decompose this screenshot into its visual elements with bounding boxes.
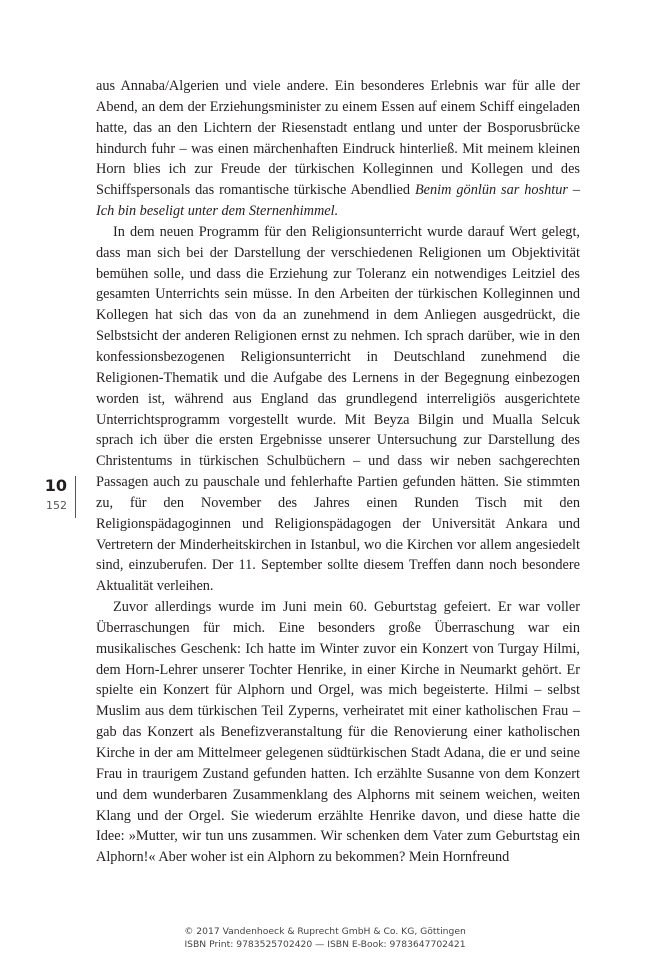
- paragraph-1-text: aus Annaba/Algerien und viele andere. Ein besonderes Erlebnis war für alle der Abend, an dem der Erziehungsminister zu einem Essen auf einem Schiff eingeladen hatte, das an den Lichtern der Riesenstadt entlang und unter der Bosporusbrücke hindurch fuhr – was einen märchenhaften Eindruck hinterließ. Mit meinem kleinen Horn blies ich zur Freude der türkischen Kolleginnen und Kollegen und des Schiffspersonals das romantische türkische Abendlied: [96, 78, 580, 199]
- footer-copyright: © 2017 Vandenhoeck & Ruprecht GmbH & Co. KG, Göttingen: [184, 926, 466, 937]
- chapter-number: 10: [44, 476, 67, 495]
- margin-marker: [30, 476, 76, 513]
- song-title: Benim gönlün sar hoshtur – Ich bin beseligt unter dem Sternenhimmel.: [96, 182, 580, 220]
- margin-divider: [75, 476, 76, 518]
- footer-isbn: ISBN Print: 9783525702420 — ISBN E-Book: 9783647702421: [184, 939, 466, 950]
- body-text: [96, 76, 580, 868]
- paragraph-2: In dem neuen Programm für den Religionsunterricht wurde darauf Wert gelegt, dass man sich bei der Darstellung der verschiedenen Religionen um Objektivität bemühen solle, und dass die Erziehung zur Toleranz ein notwendiges Leitziel des gesamten Unterrichts sein müsse. In den Arbeiten der türkischen Kolleginnen und Kollegen hat sich das von da an zunehmend in dem Anliegen ausgedrückt, die Selbstsicht der anderen Religionen ernst zu nehmen. Ich sprach darüber, wie in den konfessionsbezogenen Religionsunterricht in Deutschland zunehmend die Religionen-Thematik und die Aufgabe des Lernens in der Begegnung einbezogen worden ist, während aus England das grundlegend interreligiös ausgerichtete Unterrichtsprogramm vorgestellt wurde. Mit Beyza Bilgin und Mualla Selcuk sprach ich über die ersten Ergebnisse unserer Untersuchung zur Darstellung des Christentums in türkischen Schulbüchern – und dass wir neben sachgerechten Passagen auch zu pauschale und fehlerhafte Partien gefunden hätten. Sie stimmten zu, für den November des Jahres einen Runden Tisch mit den Religionspädagoginnen und Religionspädagogen der Universität Ankara und Vertretern der Minderheitskirchen in Istanbul, wo die Kirchen vor allem angesiedelt sind, einzuberufen. Der 11. September sollte diesem Treffen dann noch besondere Aktualität verleihen.: [96, 223, 580, 595]
- page-number: 152: [46, 499, 67, 512]
- page-footer: [0, 925, 650, 951]
- paragraph-3: Zuvor allerdings wurde im Juni mein 60. Geburtstag gefeiert. Er war voller Überraschungen für mich. Eine besonders große Überraschung war ein musikalisches Geschenk: Ich hatte im Winter zuvor ein Konzert von Turgay Hilmi, dem Horn-Lehrer unserer Tochter Henrike, in einer Kirche in Neumarkt gehört. Er spielte ein Konzert für Alphorn und Orgel, was mich begeisterte. Hilmi – selbst Muslim aus dem türkischen Teil Zyperns, verheiratet mit einer katholischen Frau – gab das Konzert als Benefizveranstaltung für die Renovierung einer katholischen Kirche in der am Mittelmeer gelegenen südtürkischen Stadt Adana, die er und seine Frau in traurigem Zustand gefunden hatten. Ich erzählte Susanne von dem Konzert und dem wunderbaren Zusammenklang des Alphorns mit seinem weichen, weiten Klang und der Orgel. Sie wiederum erzählte Henrike davon, und diese hatte die Idee: »Mutter, wir tun uns zusammen. Wir schenken dem Vater zum Geburtstag ein Alphorn!« Aber woher ist ein Alphorn zu bekommen? Mein Hornfreund: [96, 599, 580, 866]
- paragraph-1: [96, 76, 580, 222]
